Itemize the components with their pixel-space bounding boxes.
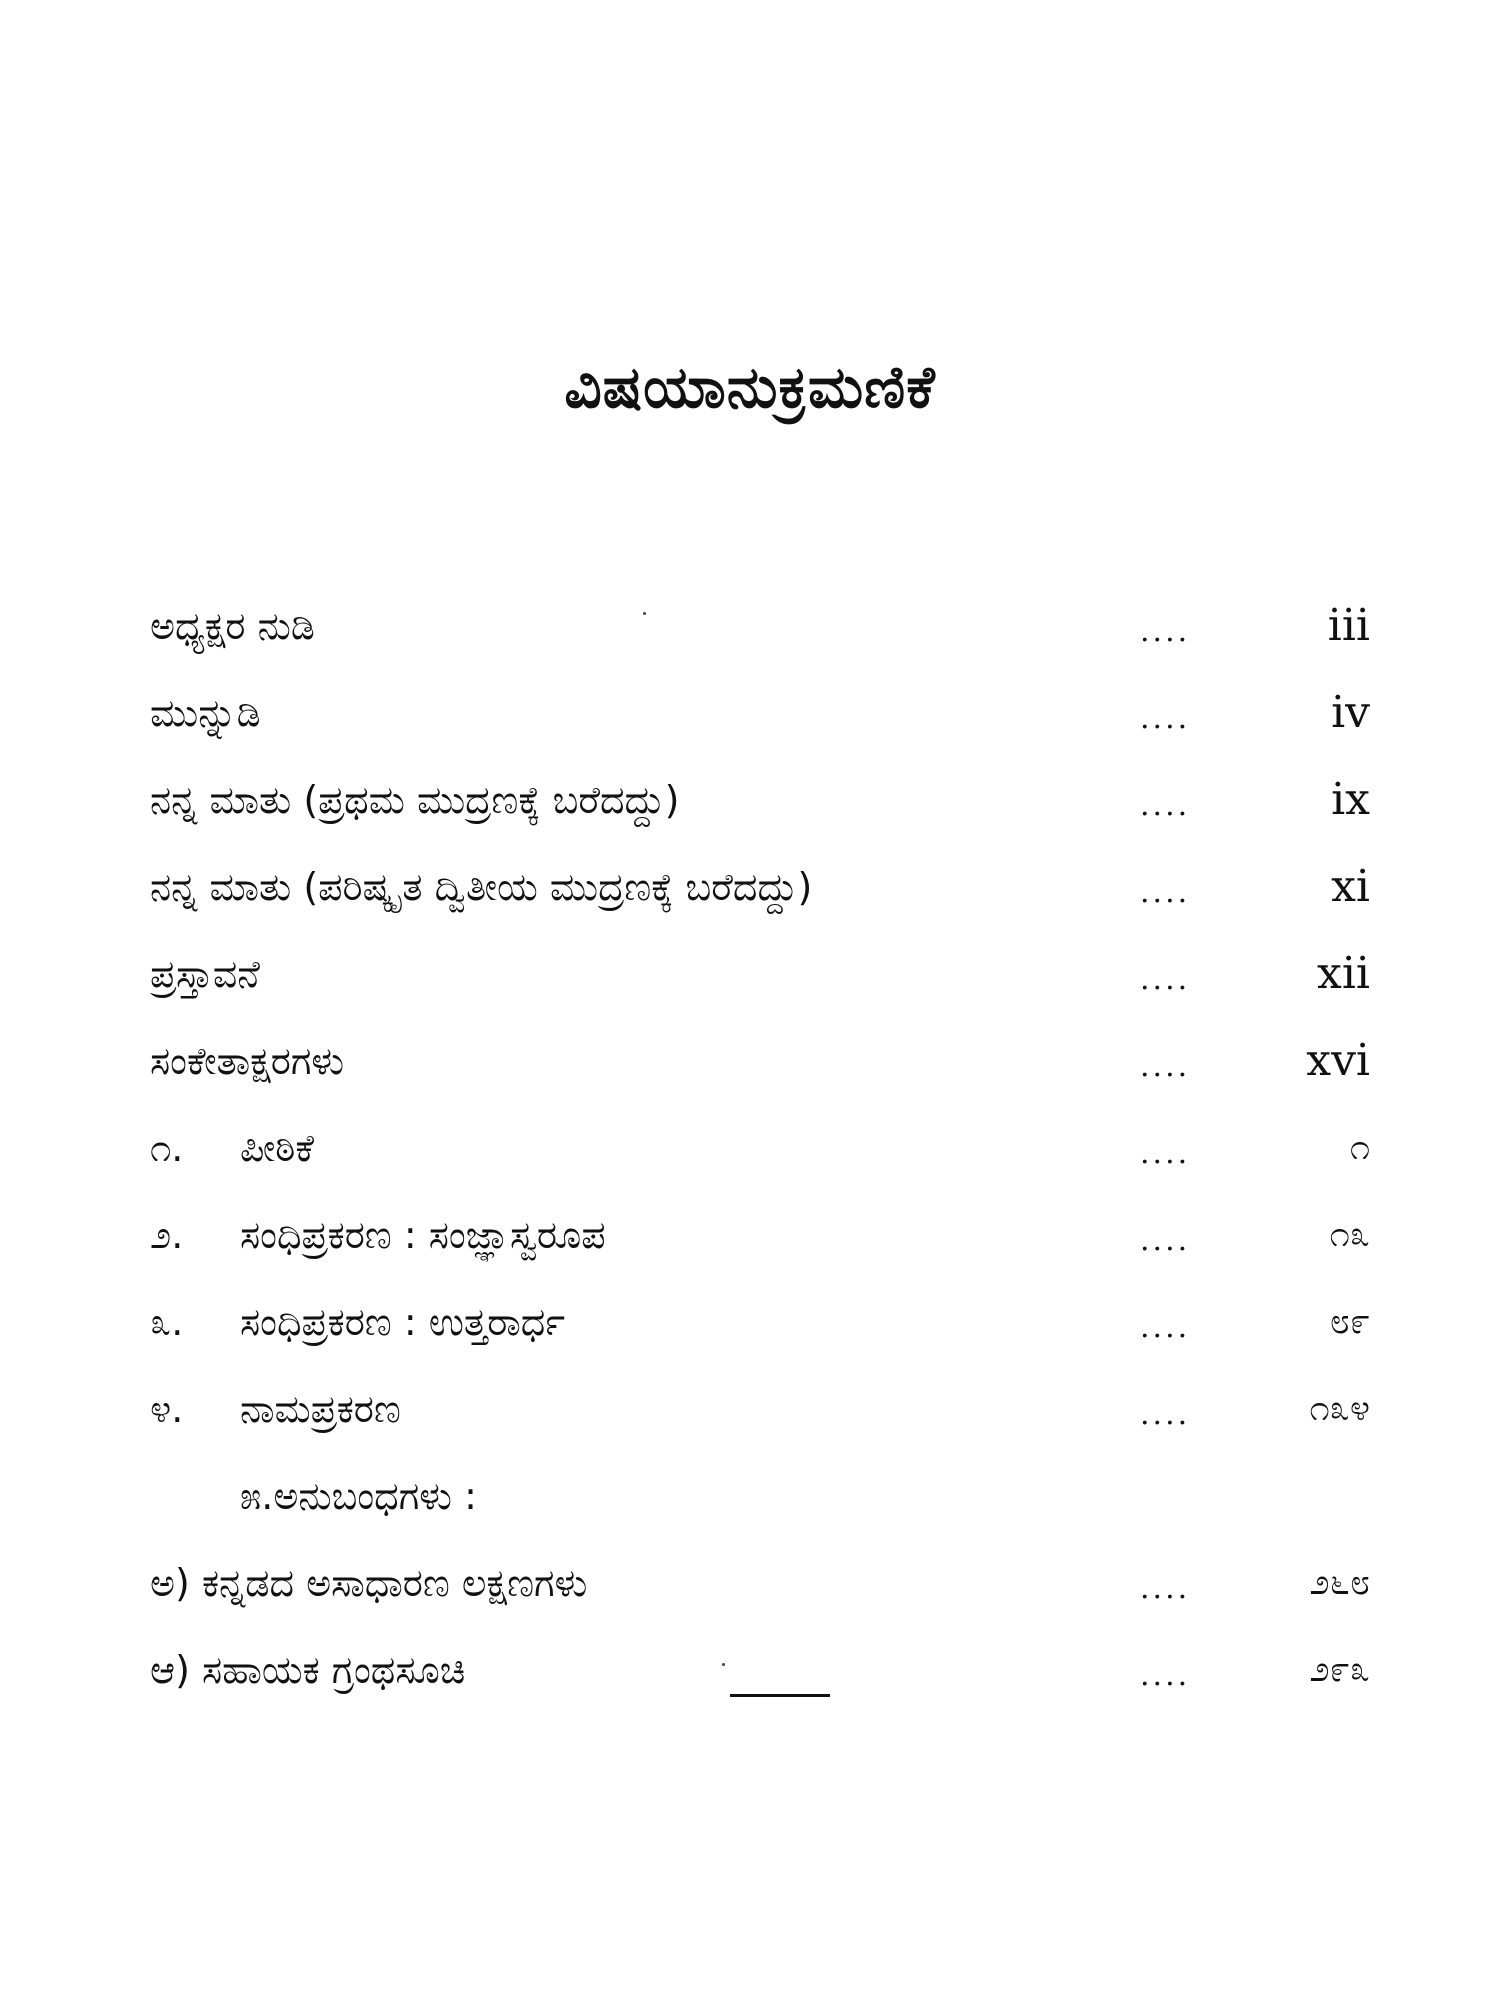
scan-speck	[643, 612, 646, 615]
toc-entry-page-number: xvi	[1306, 1035, 1370, 1086]
toc-entry-page-number: ೨೬೮	[1309, 1562, 1370, 1603]
toc-entry-leader-dots: ....	[1140, 1571, 1191, 1606]
toc-entry-leader-dots: ....	[1140, 1397, 1191, 1432]
toc-entry-leader-dots: ....	[1140, 614, 1191, 649]
toc-entry-leader-dots: ....	[1140, 788, 1191, 823]
toc-entry-leader-dots: ....	[1140, 1658, 1191, 1693]
toc-entry-leader-dots: ....	[1140, 1223, 1191, 1258]
toc-entry-number: ೨.	[150, 1213, 184, 1257]
toc-entry-leader-dots: ....	[1140, 1049, 1191, 1084]
toc-entry-title-text: ಸಂಧಿಪ್ರಕರಣ : ಉತ್ತರಾರ್ಧ	[240, 1300, 566, 1344]
toc-entry-appendix-aa	[150, 1640, 1370, 1700]
toc-entry-number: ೧.	[150, 1126, 184, 1170]
toc-entry-title-text: ಪೀಠಿಕೆ	[240, 1126, 314, 1170]
toc-entry-title	[150, 1118, 314, 1178]
toc-entry-preface-second-edition	[150, 857, 1370, 917]
toc-entry-title: ಪ್ರಸ್ತಾವನೆ	[150, 952, 260, 996]
toc-entry-page-number: ೧೩೪	[1309, 1388, 1370, 1429]
toc-entry-page-number: iii	[1327, 600, 1370, 651]
toc-entry-page-number: xi	[1331, 861, 1370, 912]
toc-entry-chapter-2	[150, 1205, 1370, 1265]
toc-entry-page-number: ix	[1331, 774, 1370, 825]
toc-entry-page-number: ೧	[1349, 1127, 1370, 1168]
toc-entry-leader-dots: ....	[1140, 1136, 1191, 1171]
toc-entry-title-text: ಸಂಧಿಪ್ರಕರಣ : ಸಂಜ್ಞಾಸ್ವರೂಪ	[240, 1213, 606, 1257]
toc-entry-title	[150, 1292, 565, 1352]
toc-entry-title: ಆ) ಸಹಾಯಕ ಗ್ರಂಥಸೂಚಿ	[150, 1648, 466, 1692]
toc-entry-page-number: xii	[1317, 948, 1370, 999]
toc-entry-munnudi	[150, 683, 1370, 743]
toc-entry-page-number: iv	[1331, 687, 1370, 738]
toc-entry-appendices-heading	[150, 1466, 1370, 1526]
toc-entry-leader-dots: ....	[1140, 1310, 1191, 1345]
toc-entry-sanketaksharagalu	[150, 1031, 1370, 1091]
toc-entry-title	[150, 1379, 401, 1439]
toc-entry-chapter-3	[150, 1292, 1370, 1352]
toc-entry-leader-dots: ....	[1140, 875, 1191, 910]
toc-entry-adhyakshara-nudi	[150, 596, 1370, 656]
end-rule	[730, 1694, 830, 1697]
toc-entry-appendix-a	[150, 1553, 1370, 1613]
toc-entry-title: ನನ್ನ ಮಾತು (ಪರಿಷ್ಕೃತ ದ್ವಿತೀಯ ಮುದ್ರಣಕ್ಕೆ ಬರೆದದ್ದು)	[150, 865, 813, 909]
scan-speck	[722, 1663, 725, 1666]
toc-entry-title: ಮುನ್ನುಡಿ	[150, 691, 261, 735]
toc-entry-page-number: ೮೯	[1329, 1301, 1370, 1342]
toc-entry-page-number: ೨೯೩	[1309, 1649, 1370, 1690]
toc-entry-title: ಅಧ್ಯಕ್ಷರ ನುಡಿ	[150, 604, 315, 648]
toc-entry-number: ೪.	[150, 1387, 184, 1431]
toc-entry-title: ೫.ಅನುಬಂಧಗಳು :	[240, 1474, 477, 1518]
toc-entry-chapter-1	[150, 1118, 1370, 1178]
toc-entry-leader-dots: ....	[1140, 701, 1191, 736]
toc-entry-number: ೩.	[150, 1300, 184, 1344]
toc-entry-leader-dots: ....	[1140, 962, 1191, 997]
toc-entry-title: ಸಂಕೇತಾಕ್ಷರಗಳು	[150, 1039, 345, 1083]
page-title: ವಿಷಯಾನುಕ್ರಮಣಿಕೆ	[564, 353, 936, 421]
toc-entry-page-number: ೧೩	[1329, 1214, 1370, 1255]
toc-entry-title: ನನ್ನ ಮಾತು (ಪ್ರಥಮ ಮುದ್ರಣಕ್ಕೆ ಬರೆದದ್ದು)	[150, 778, 680, 822]
toc-entry-preface-first-edition	[150, 770, 1370, 830]
toc-entry-title-text: ನಾಮಪ್ರಕರಣ	[240, 1387, 401, 1431]
toc-entry-title	[150, 1205, 606, 1265]
toc-entry-chapter-4	[150, 1379, 1370, 1439]
toc-entry-prastavane	[150, 944, 1370, 1004]
toc-entry-title: ಅ) ಕನ್ನಡದ ಅಸಾಧಾರಣ ಲಕ್ಷಣಗಳು	[150, 1561, 588, 1605]
table-of-contents	[150, 596, 1370, 1696]
